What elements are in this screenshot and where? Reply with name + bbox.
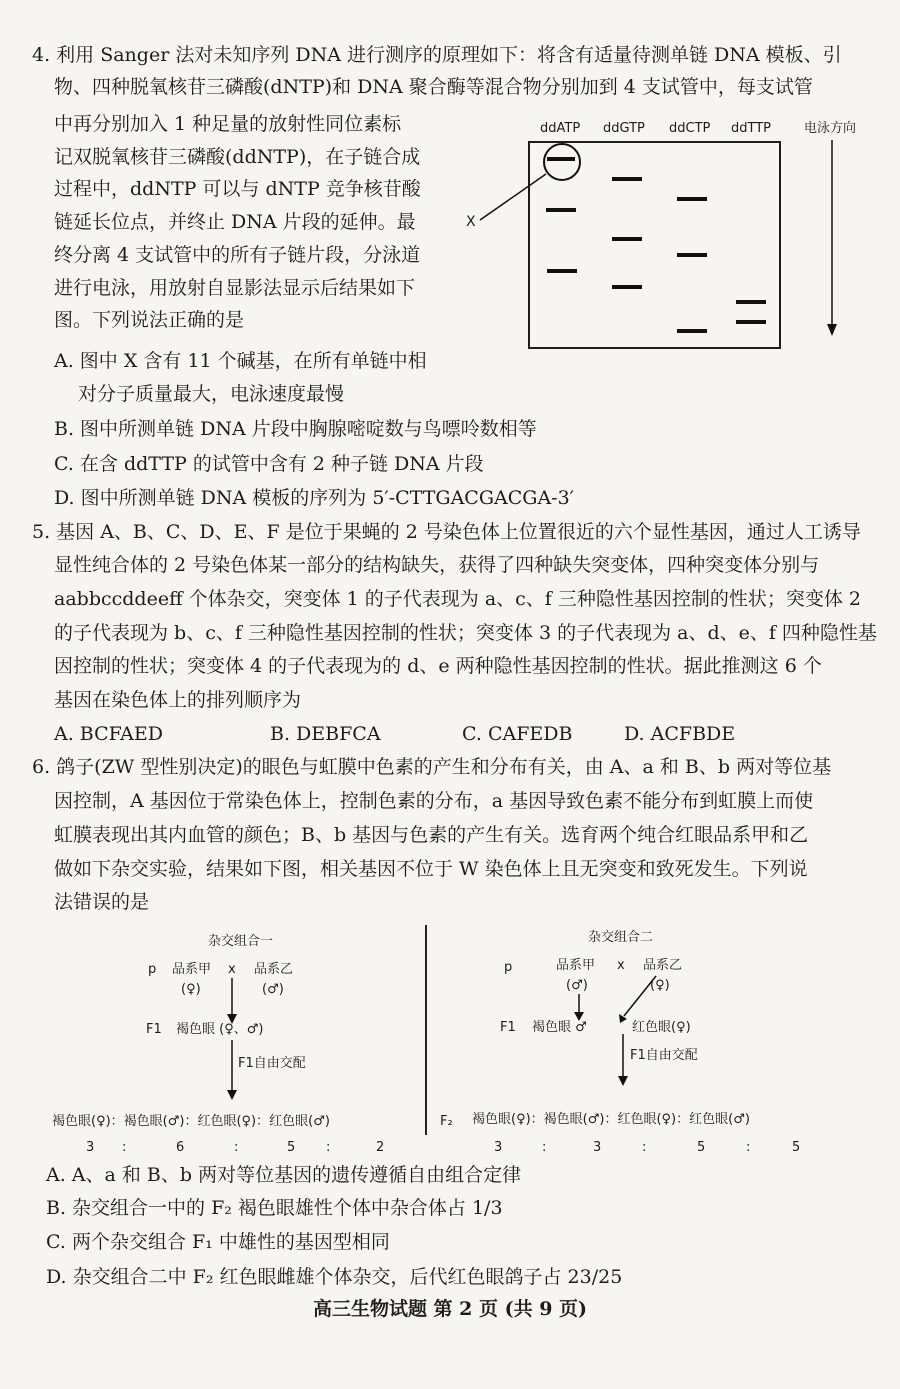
cross1-mating: F1自由交配: [238, 1056, 306, 1071]
lane-label-ddgtp: ddGTP: [603, 121, 645, 136]
cross1-arrow1-icon: [225, 978, 239, 1026]
cross2-ratio-sep-1: :: [542, 1140, 547, 1155]
cross1-ratio-sep-2: :: [234, 1140, 239, 1155]
q6-option-d: D. 杂交组合二中 F₂ 红色眼雌雄个体杂交，后代红色眼鸽子占 23/25: [46, 1266, 623, 1288]
cross2-ratio-4: 5: [792, 1140, 801, 1155]
q5-line-1: 5. 基因 A、B、C、D、E、F 是位于果蝇的 2 号染色体上位置很近的六个显性基因，通过人工诱导: [32, 521, 861, 543]
cross1-ratio-3: 5: [287, 1140, 296, 1155]
cross1-f1: F1: [146, 1022, 162, 1037]
cross1-title: 杂交组合一: [208, 934, 274, 949]
q6-line-3: 虹膜表现出其内血管的颜色；B、b 基因与色素的产生有关。选育两个纯合红眼品系甲和乙: [54, 824, 809, 846]
q4-line-8: 进行电泳，用放射自显影法显示后结果如下: [54, 277, 416, 299]
band-a1: [547, 157, 575, 161]
divider: [425, 925, 427, 1135]
q6-line-4: 做如下杂交实验，结果如下图，相关基因不位于 W 染色体上且无突变和致死发生。下列说: [54, 858, 808, 880]
page-footer: 高三生物试题 第 2 页 (共 9 页): [312, 1298, 588, 1320]
cross2-arrow2-icon: [616, 1034, 630, 1088]
cross2-ratio-sep-3: :: [746, 1140, 751, 1155]
cross2-arrow-left-icon: [572, 994, 586, 1022]
cross1-ratio-sep-1: :: [122, 1140, 127, 1155]
cross2-f1-right: 红色眼(♀): [632, 1020, 691, 1035]
cross1-ratio-2: 6: [176, 1140, 185, 1155]
x-label: X: [466, 214, 476, 230]
direction-arrow-icon: [822, 140, 842, 340]
cross1-f2: 褐色眼(♀)：褐色眼(♂)：红色眼(♀)：红色眼(♂): [52, 1114, 330, 1129]
cross2-times: x: [617, 958, 625, 973]
q6-option-c: C. 两个杂交组合 F₁ 中雄性的基因型相同: [46, 1231, 390, 1253]
cross2-mating: F1自由交配: [630, 1048, 698, 1063]
band-c3: [677, 329, 707, 333]
band-t2: [736, 320, 766, 324]
q5-line-2: 显性纯合体的 2 号染色体某一部分的结构缺失，获得了四种缺失突变体，四种突变体分别与: [54, 554, 820, 576]
band-c2: [677, 253, 707, 257]
q4-line-9: 图。下列说法正确的是: [54, 309, 245, 331]
q4-option-a-2: 对分子质量最大，电泳速度最慢: [78, 383, 345, 405]
cross2-f2: 褐色眼(♀)：褐色眼(♂)：红色眼(♀)：红色眼(♂): [472, 1112, 750, 1127]
q5-line-6: 基因在染色体上的排列顺序为: [54, 689, 302, 711]
q4-line-2: 物、四种脱氧核苷三磷酸(dNTP)和 DNA 聚合酶等混合物分别加到 4 支试管中，每支试管: [54, 76, 813, 98]
direction-label: 电泳方向: [804, 121, 857, 136]
q4-line-3: 中再分别加入 1 种足量的放射性同位素标: [54, 113, 402, 135]
band-g1: [612, 177, 642, 181]
cross2-ratio-sep-2: :: [642, 1140, 647, 1155]
q4-line-1: 4. 利用 Sanger 法对未知序列 DNA 进行测序的原理如下：将含有适量待测单链 DNA 模板、引: [32, 44, 842, 66]
q4-line-7: 终分离 4 支试管中的所有子链片段，分泳道: [54, 244, 421, 266]
q4-option-d: D. 图中所测单链 DNA 模板的序列为 5′-CTTGACGACGA-3′: [54, 487, 574, 509]
cross1-p: p: [148, 962, 157, 977]
band-a3: [547, 269, 577, 273]
cross2-ratio-1: 3: [494, 1140, 503, 1155]
cross2-title: 杂交组合二: [588, 930, 654, 945]
q4-line-5: 过程中，ddNTP 可以与 dNTP 竞争核苷酸: [54, 178, 421, 200]
pointer-line: [470, 150, 560, 230]
q5-option-b: B. DEBFCA: [270, 723, 381, 745]
cross2-parent1: 品系甲: [556, 958, 596, 973]
band-t1: [736, 300, 766, 304]
band-g2: [612, 237, 642, 241]
q5-line-4: 的子代表现为 b、c、f 三种隐性基因控制的性状；突变体 3 的子代表现为 a、d、e、f 四种隐性基: [54, 622, 877, 644]
cross2-ratio-2: 3: [593, 1140, 602, 1155]
q6-line-1: 6. 鸽子(ZW 型性别决定)的眼色与虹膜中色素的产生和分布有关，由 A、a 和 B、b 两对等位基: [32, 756, 832, 778]
q4-line-4: 记双脱氧核苷三磷酸(ddNTP)，在子链合成: [54, 146, 421, 168]
cross2-arrow-cross-icon: [614, 972, 664, 1024]
cross1-ratio-sep-3: :: [326, 1140, 331, 1155]
q6-line-5: 法错误的是: [54, 891, 150, 913]
q6-line-2: 因控制，A 基因位于常染色体上，控制色素的分布，a 基因导致色素不能分布到虹膜上而使: [54, 790, 814, 812]
cross1-parent1-sex: (♀): [181, 982, 201, 997]
cross2-p: p: [504, 960, 513, 975]
cross2-parent2: 品系乙: [643, 958, 683, 973]
cross2-f2-label: F₂: [440, 1114, 453, 1129]
band-g3: [612, 285, 642, 289]
cross2-parent1-sex: (♂): [566, 978, 588, 993]
cross1-f1-pheno: 褐色眼 (♀、♂): [176, 1022, 264, 1037]
q4-line-6: 链延长位点，并终止 DNA 片段的延伸。最: [54, 211, 416, 233]
q5-option-c: C. CAFEDB: [462, 723, 573, 745]
q5-option-d: D. ACFBDE: [624, 723, 736, 745]
cross1-ratio-4: 2: [376, 1140, 385, 1155]
cross1-parent2-sex: (♂): [262, 982, 284, 997]
lane-label-ddctp: ddCTP: [669, 121, 711, 136]
band-a2: [546, 208, 576, 212]
q6-option-b: B. 杂交组合一中的 F₂ 褐色眼雄性个体中杂合体占 1/3: [46, 1197, 503, 1219]
cross1-times: x: [228, 962, 236, 977]
cross1-ratio-1: 3: [86, 1140, 95, 1155]
q5-option-a: A. BCFAED: [54, 723, 164, 745]
cross2-ratio-3: 5: [697, 1140, 706, 1155]
band-c1: [677, 197, 707, 201]
lane-label-ddttp: ddTTP: [731, 121, 771, 136]
lane-label-ddatp: ddATP: [540, 121, 581, 136]
q6-option-a: A. A、a 和 B、b 两对等位基因的遗传遵循自由组合定律: [46, 1164, 522, 1186]
cross2-parent2-sex: (♀): [650, 978, 670, 993]
q5-line-5: 因控制的性状；突变体 4 的子代表现为的 d、e 两种隐性基因控制的性状。据此推测这 6 个: [54, 655, 822, 677]
cross2-f1-left: 褐色眼 ♂: [532, 1020, 587, 1035]
cross1-arrow2-icon: [225, 1040, 239, 1102]
q4-option-b: B. 图中所测单链 DNA 片段中胸腺嘧啶数与鸟嘌呤数相等: [54, 418, 537, 440]
cross1-parent2: 品系乙: [254, 962, 294, 977]
cross1-parent1: 品系甲: [172, 962, 212, 977]
cross2-f1: F1: [500, 1020, 516, 1035]
q4-option-c: C. 在含 ddTTP 的试管中含有 2 种子链 DNA 片段: [54, 453, 484, 475]
q4-option-a-1: A. 图中 X 含有 11 个碱基，在所有单链中相: [54, 350, 427, 372]
q5-line-3: aabbccddeeff 个体杂交，突变体 1 的子代表现为 a、c、f 三种隐性基因控制的性状；突变体 2: [54, 588, 861, 610]
